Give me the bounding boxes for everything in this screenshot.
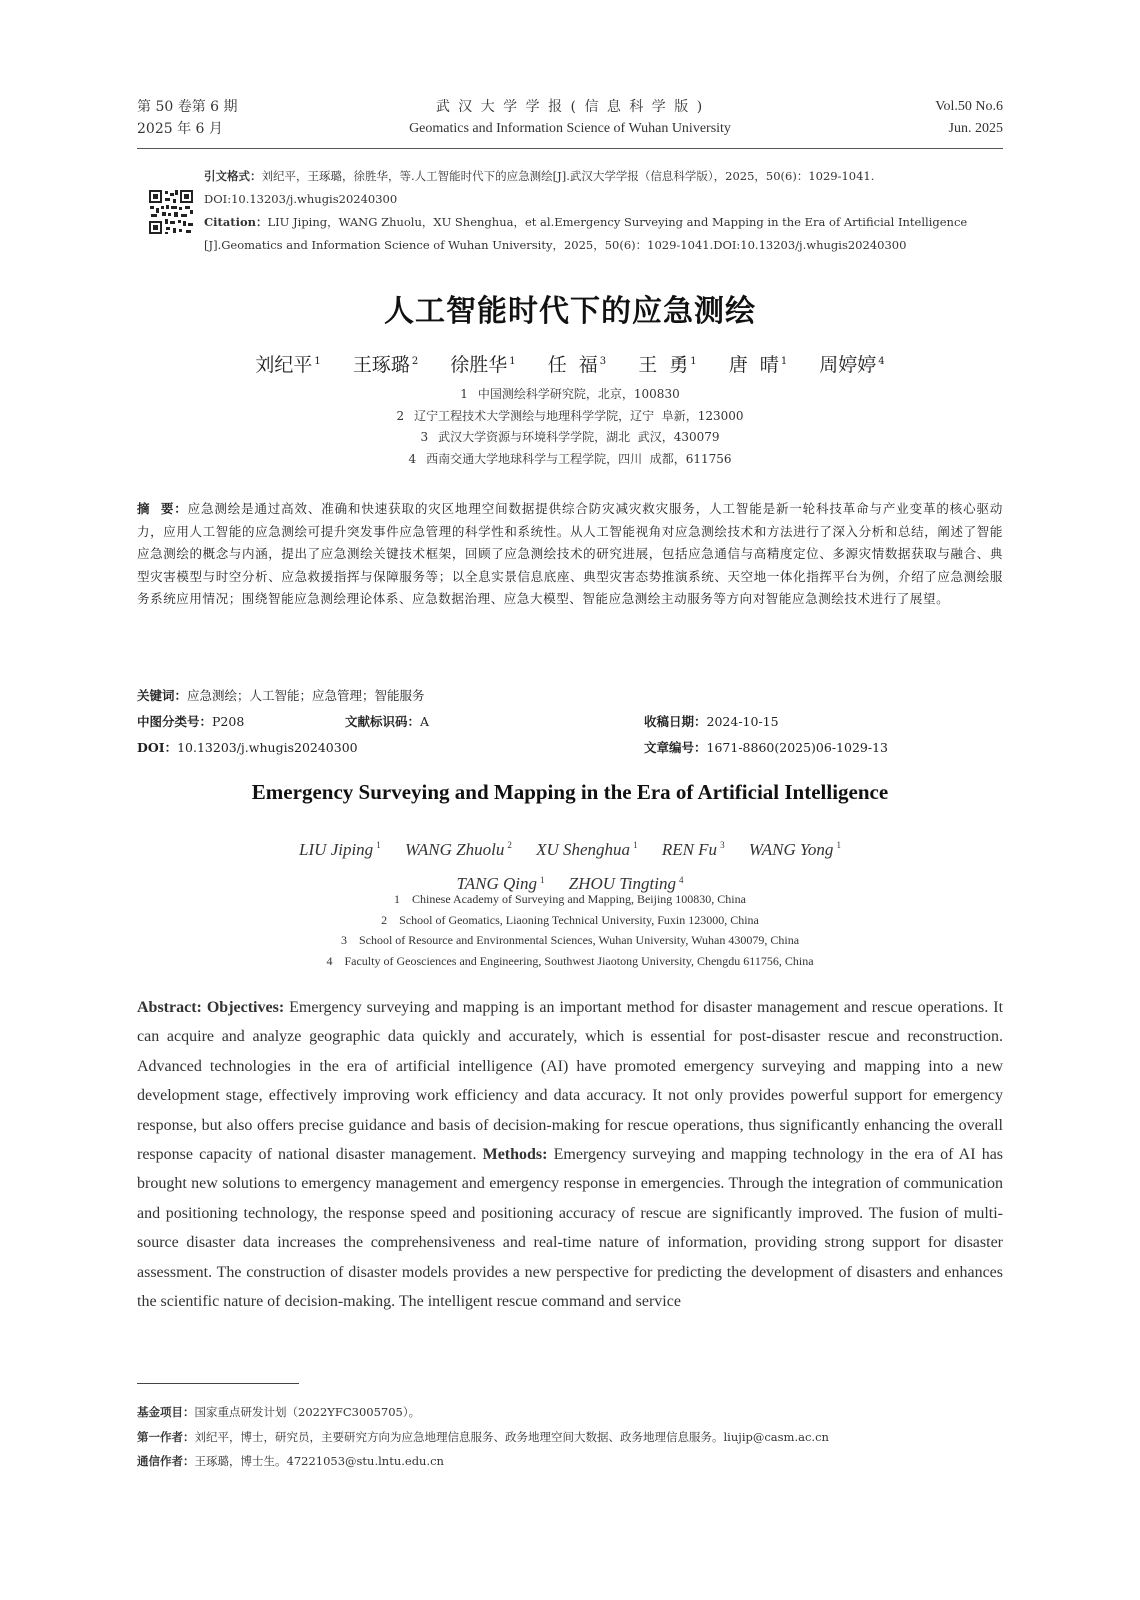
citation-cn-label: 引文格式：: [204, 169, 262, 183]
keywords-text: 应急测绘；人工智能；应急管理；智能服务: [187, 688, 425, 703]
abstract-cn-label: 摘 要：: [137, 501, 188, 516]
author-en: TANG Qing $^1$: [456, 874, 545, 894]
objectives-label: Objectives:: [206, 999, 285, 1016]
affiliation-en: 3 School of Resource and Environmental Sciences, Wuhan University, Wuhan 430079, China: [340, 933, 800, 947]
abstract-cn-text: 应急测绘是通过高效、准确和快速获取的灾区地理空间数据提供综合防灾减灾救灾服务，人工智能是新一轮科技革命与产业变革的核心驱动力，应用人工智能的应急测绘可提升突发事件应急管理的科学性和系统性。从人工智能视角对应急测绘技术和方法进行了深入分析和总结，阐述了智能应急测绘的概念与内涵，提出了应急测绘关键技术框架，回顾了应急测绘技术的研究进展，包括应急通信与高精度定位、多源灾情数据获取与融合、典型灾害模型与时空分析、应急救援指挥与保障服务等；以全息实景信息底座、典型灾害态势推演系统、天空地一体化指挥平台为例，介绍了应急测绘服务系统应用情况；围绕智能应急测绘理论体系、应急数据治理、应急大模型、智能应急测绘主动服务等方向对智能应急测绘技术进行了展望。: [137, 501, 1003, 606]
author-en: XU Shenghua $^1$: [536, 839, 638, 859]
author-line-en-1: [0, 830, 1140, 865]
author-en: WANG Yong $^1$: [748, 839, 841, 859]
affiliation-list-cn: [0, 384, 1140, 470]
document-code: 文献标识码：A: [345, 714, 430, 729]
citation-block: [204, 165, 1004, 257]
author-en: LIU Jiping $^1$: [299, 839, 381, 859]
qr-code-icon[interactable]: [148, 189, 194, 235]
citation-cn-text: 刘纪平，王琢璐，徐胜华，等.人工智能时代下的应急测绘[J].武汉大学学报（信息科学版），2025，50(6)：1029-1041.: [261, 169, 875, 183]
author-cn: 徐胜华 $^1$: [450, 354, 516, 376]
doi-row: [137, 738, 1003, 758]
journal-name-cn: 武 汉 大 学 学 报 ( 信 息 科 学 版 ): [435, 99, 705, 115]
header-volume-en: [935, 96, 1003, 140]
clc-number: 中图分类号：P208: [137, 714, 245, 729]
affiliation-cn: 3 武汉大学资源与环境科学学院，湖北 武汉，430079: [420, 430, 720, 444]
first-author-note: 第一作者：刘纪平，博士，研究员，主要研究方向为应急地理信息服务、政务地理空间大数据、政务地理信息服务。liujip@casm.ac.cn: [137, 1429, 829, 1444]
citation-en-label: Citation：: [204, 215, 268, 229]
keywords-label: 关键词：: [137, 688, 188, 703]
journal-name-en: Geomatics and Information Science of Wuhan University: [409, 121, 731, 136]
methods-text: Emergency surveying and mapping technology in the era of AI has brought new solutions to emergency management and emergency response in emergencies. Through the integration of communication and positioning technology, the response speed and positioning accuracy of rescue are significantly improved. The fusion of multi-source disaster data increases the comprehensiveness and real-time nature of information, providing strong support for disaster assessment. The construction of disaster models provides a new perspective for predicting the development of disasters and enhances the scientific nature of decision-making. The intelligent rescue command and service: [137, 1146, 1004, 1311]
keywords-cn: [137, 686, 1003, 704]
doi-field: DOI：10.13203/j.whugis20240300: [137, 740, 358, 755]
abstract-cn: [137, 498, 1003, 611]
affiliation-en: 4 Faculty of Geosciences and Engineering, Southwest Jiaotong University, Chengdu 611756, China: [326, 953, 814, 968]
author-cn: 任 福 $^3$: [547, 354, 607, 376]
article-number: 文章编号：1671-8860(2025)06-1029-13: [644, 740, 888, 755]
author-cn: 刘纪平 $^1$: [255, 354, 321, 376]
author-cn: 周婷婷 $^4$: [819, 354, 885, 376]
author-cn: 唐 晴 $^1$: [728, 354, 788, 376]
received-date: 收稿日期：2024-10-15: [644, 714, 779, 729]
abstract-en-label: Abstract:: [137, 999, 202, 1016]
author-en: REN Fu $^3$: [661, 839, 725, 859]
citation-en-line-2: [J].Geomatics and Information Science of Wuhan University，2025，50(6)：1029-1041.DOI:10.13203/j.whugis20240300: [204, 238, 907, 252]
citation-en-line: [204, 211, 1004, 234]
author-cn: 王 勇 $^1$: [638, 354, 697, 376]
affiliation-cn: 2 辽宁工程技术大学测绘与地理科学学院，辽宁 阜新，123000: [396, 408, 744, 423]
abstract-en: [137, 993, 1003, 1316]
methods-label: Methods:: [482, 1146, 548, 1164]
volume-en: Vol.50 No.6: [935, 99, 1003, 114]
footnote-divider: [137, 1383, 299, 1384]
date-en: Jun. 2025: [948, 121, 1003, 136]
date-cn: 2025 年 6 月: [137, 121, 223, 137]
objectives-text: Emergency surveying and mapping is an important method for disaster management and rescue operations. It can acquire and analyze geographic data quickly and accurately, which is essential for post-disaster rescue and reconstruction. Advanced technologies in the era of artificial intelligence (AI) have promoted emergency surveying and mapping into a new development stage, effectively improving work efficiency and data accuracy. It not only provides powerful support for emergency response, but also offers precise guidance and basis of decision-making for rescue operations, thus significantly enhancing the overall response capacity of national disaster management.: [137, 999, 1004, 1164]
affiliation-en: 1 Chinese Academy of Surveying and Mapping, Beijing 100830, China: [394, 892, 746, 906]
header-volume-cn: [137, 96, 238, 140]
affiliation-list-en: [0, 889, 1140, 971]
citation-doi-line[interactable]: DOI:10.13203/j.whugis20240300: [204, 192, 398, 206]
corresponding-author-note: 通信作者：王琢璐，博士生。47221053@stu.lntu.edu.cn: [137, 1454, 444, 1468]
affiliation-en: 2 School of Geomatics, Liaoning Technical University, Fuxin 123000, China: [381, 912, 759, 927]
author-en: ZHOU Tingting $^4$: [568, 874, 684, 894]
paper-title-en: Emergency Surveying and Mapping in the Era of Artificial Intelligence: [251, 780, 889, 804]
author-list-cn: [0, 350, 1140, 377]
author-cn: 王琢璐 $^2$: [352, 354, 419, 376]
citation-cn-line: [204, 165, 1004, 188]
classification-row: [137, 712, 1003, 732]
author-en: WANG Zhuolu $^2$: [404, 839, 512, 859]
funding-note: 基金项目：国家重点研发计划（2022YFC3005705）。: [137, 1405, 421, 1419]
footnotes: [137, 1400, 1003, 1474]
affiliation-cn: 4 西南交通大学地球科学与工程学院，四川 成都，611756: [408, 451, 732, 466]
header-journal: [300, 96, 840, 140]
header-divider: [137, 148, 1003, 149]
citation-en-text-1: LIU Jiping，WANG Zhuolu，XU Shenghua，et al.Emergency Surveying and Mapping in the Era of Artificial Intelligence: [267, 215, 968, 229]
volume-cn: 第 50 卷第 6 期: [137, 99, 238, 115]
paper-title-cn: 人工智能时代下的应急测绘: [384, 294, 756, 329]
affiliation-cn: 1 中国测绘科学研究院，北京，100830: [460, 387, 680, 401]
